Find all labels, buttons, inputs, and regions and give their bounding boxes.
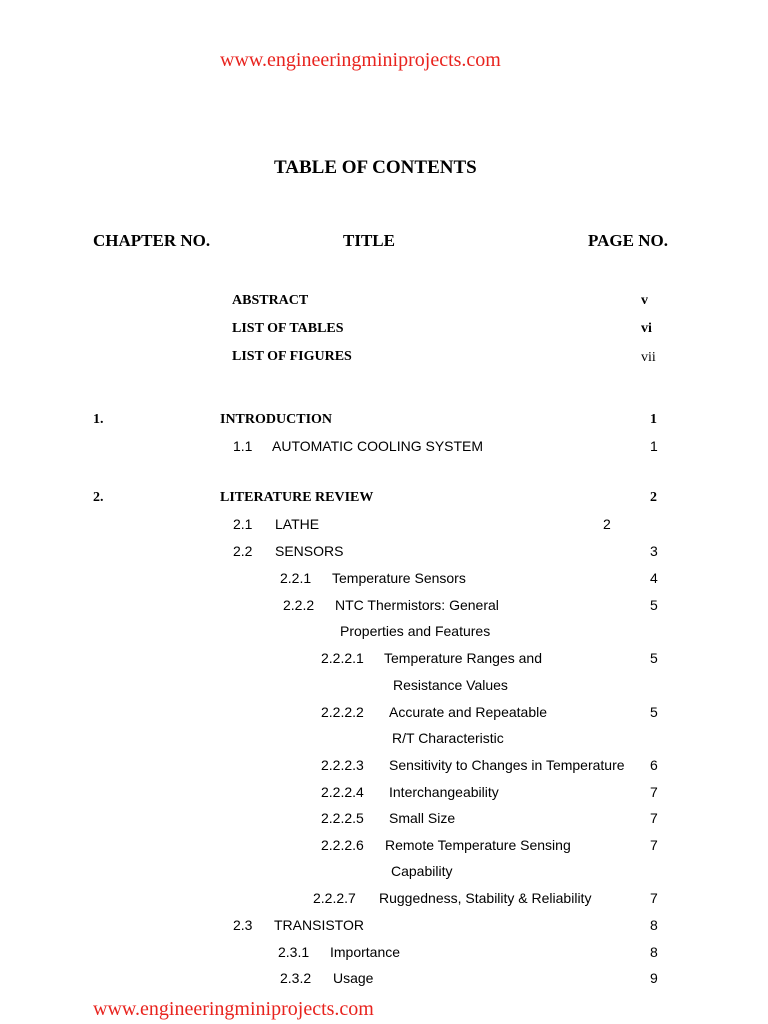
subsubsection-title-line1: Temperature Ranges and (384, 650, 542, 666)
subsection-number: 2.3.2 (280, 970, 312, 986)
subsection-number: 2.2.1 (280, 570, 312, 586)
toc-entry-abstract: ABSTRACT (232, 293, 309, 308)
section-number: 2.2 (233, 543, 253, 559)
subsection-number: 2.2.2 (283, 597, 315, 613)
chapter-page-2: 2 (650, 490, 657, 505)
column-header-chapter: CHAPTER NO. (93, 231, 211, 250)
subsubsection-number: 2.2.2.7 (313, 890, 356, 906)
toc-page-list-of-figures: vii (641, 350, 656, 365)
section-title: TRANSISTOR (274, 917, 364, 933)
subsubsection-title-line1: Accurate and Repeatable (389, 704, 547, 720)
subsubsection-title: Ruggedness, Stability & Reliability (379, 890, 592, 906)
section-page: 8 (650, 917, 658, 933)
subsubsection-title: Interchangeability (389, 784, 499, 800)
column-header-page: PAGE NO. (588, 231, 668, 250)
chapter-number-2: 2. (93, 490, 104, 505)
subsubsection-number: 2.2.2.2 (321, 704, 364, 720)
section-number: 2.1 (233, 516, 253, 532)
subsubsection-page: 7 (650, 784, 658, 800)
subsection-page: 4 (650, 570, 658, 586)
subsection-page: 8 (650, 944, 658, 960)
subsubsection-number: 2.2.2.6 (321, 837, 364, 853)
subsection-page: 9 (650, 970, 658, 986)
section-number: 1.1 (233, 438, 253, 454)
subsection-page: 5 (650, 597, 658, 613)
subsection-title: Temperature Sensors (332, 570, 466, 586)
subsection-title: Importance (330, 944, 401, 960)
chapter-title-2: LITERATURE REVIEW (220, 490, 374, 505)
page-title: TABLE OF CONTENTS (274, 157, 477, 178)
subsubsection-page: 7 (650, 890, 658, 906)
column-header-title: TITLE (343, 231, 395, 250)
chapter-page-1: 1 (650, 412, 657, 427)
section-page: 2 (603, 516, 611, 532)
subsection-number: 2.3.1 (278, 944, 310, 960)
section-page: 1 (650, 438, 658, 454)
toc-entry-list-of-tables: LIST OF TABLES (232, 321, 344, 336)
toc-page-abstract: v (641, 293, 648, 308)
toc-entry-list-of-figures: LIST OF FIGURES (232, 349, 352, 364)
subsubsection-number: 2.2.2.3 (321, 757, 364, 773)
subsubsection-page: 5 (650, 704, 658, 720)
subsubsection-title-line1: Remote Temperature Sensing (385, 837, 571, 853)
subsubsection-page: 7 (650, 837, 658, 853)
section-number: 2.3 (233, 917, 253, 933)
subsubsection-title: Sensitivity to Changes in Temperature (389, 757, 625, 773)
header-url[interactable]: www.engineeringminiprojects.com (220, 49, 501, 71)
section-title: SENSORS (275, 543, 344, 559)
subsection-title-line1: NTC Thermistors: General (335, 597, 499, 613)
subsection-title-line2: Properties and Features (340, 623, 491, 639)
footer-url[interactable]: www.engineeringminiprojects.com (93, 998, 374, 1020)
subsubsection-title-line2: Capability (391, 863, 453, 879)
section-title: AUTOMATIC COOLING SYSTEM (272, 438, 484, 454)
section-page: 3 (650, 543, 658, 559)
subsubsection-title: Small Size (389, 810, 456, 826)
subsubsection-title-line2: Resistance Values (393, 677, 508, 693)
chapter-title-1: INTRODUCTION (220, 412, 333, 427)
subsubsection-page: 7 (650, 810, 658, 826)
subsection-title: Usage (333, 970, 374, 986)
subsubsection-page: 6 (650, 757, 658, 773)
subsubsection-number: 2.2.2.4 (321, 784, 364, 800)
chapter-number-1: 1. (93, 412, 104, 427)
subsubsection-number: 2.2.2.1 (321, 650, 364, 666)
subsubsection-title-line2: R/T Characteristic (392, 730, 504, 746)
section-title: LATHE (275, 516, 320, 532)
subsubsection-page: 5 (650, 650, 658, 666)
subsubsection-number: 2.2.2.5 (321, 810, 364, 826)
toc-page-list-of-tables: vi (641, 321, 652, 336)
